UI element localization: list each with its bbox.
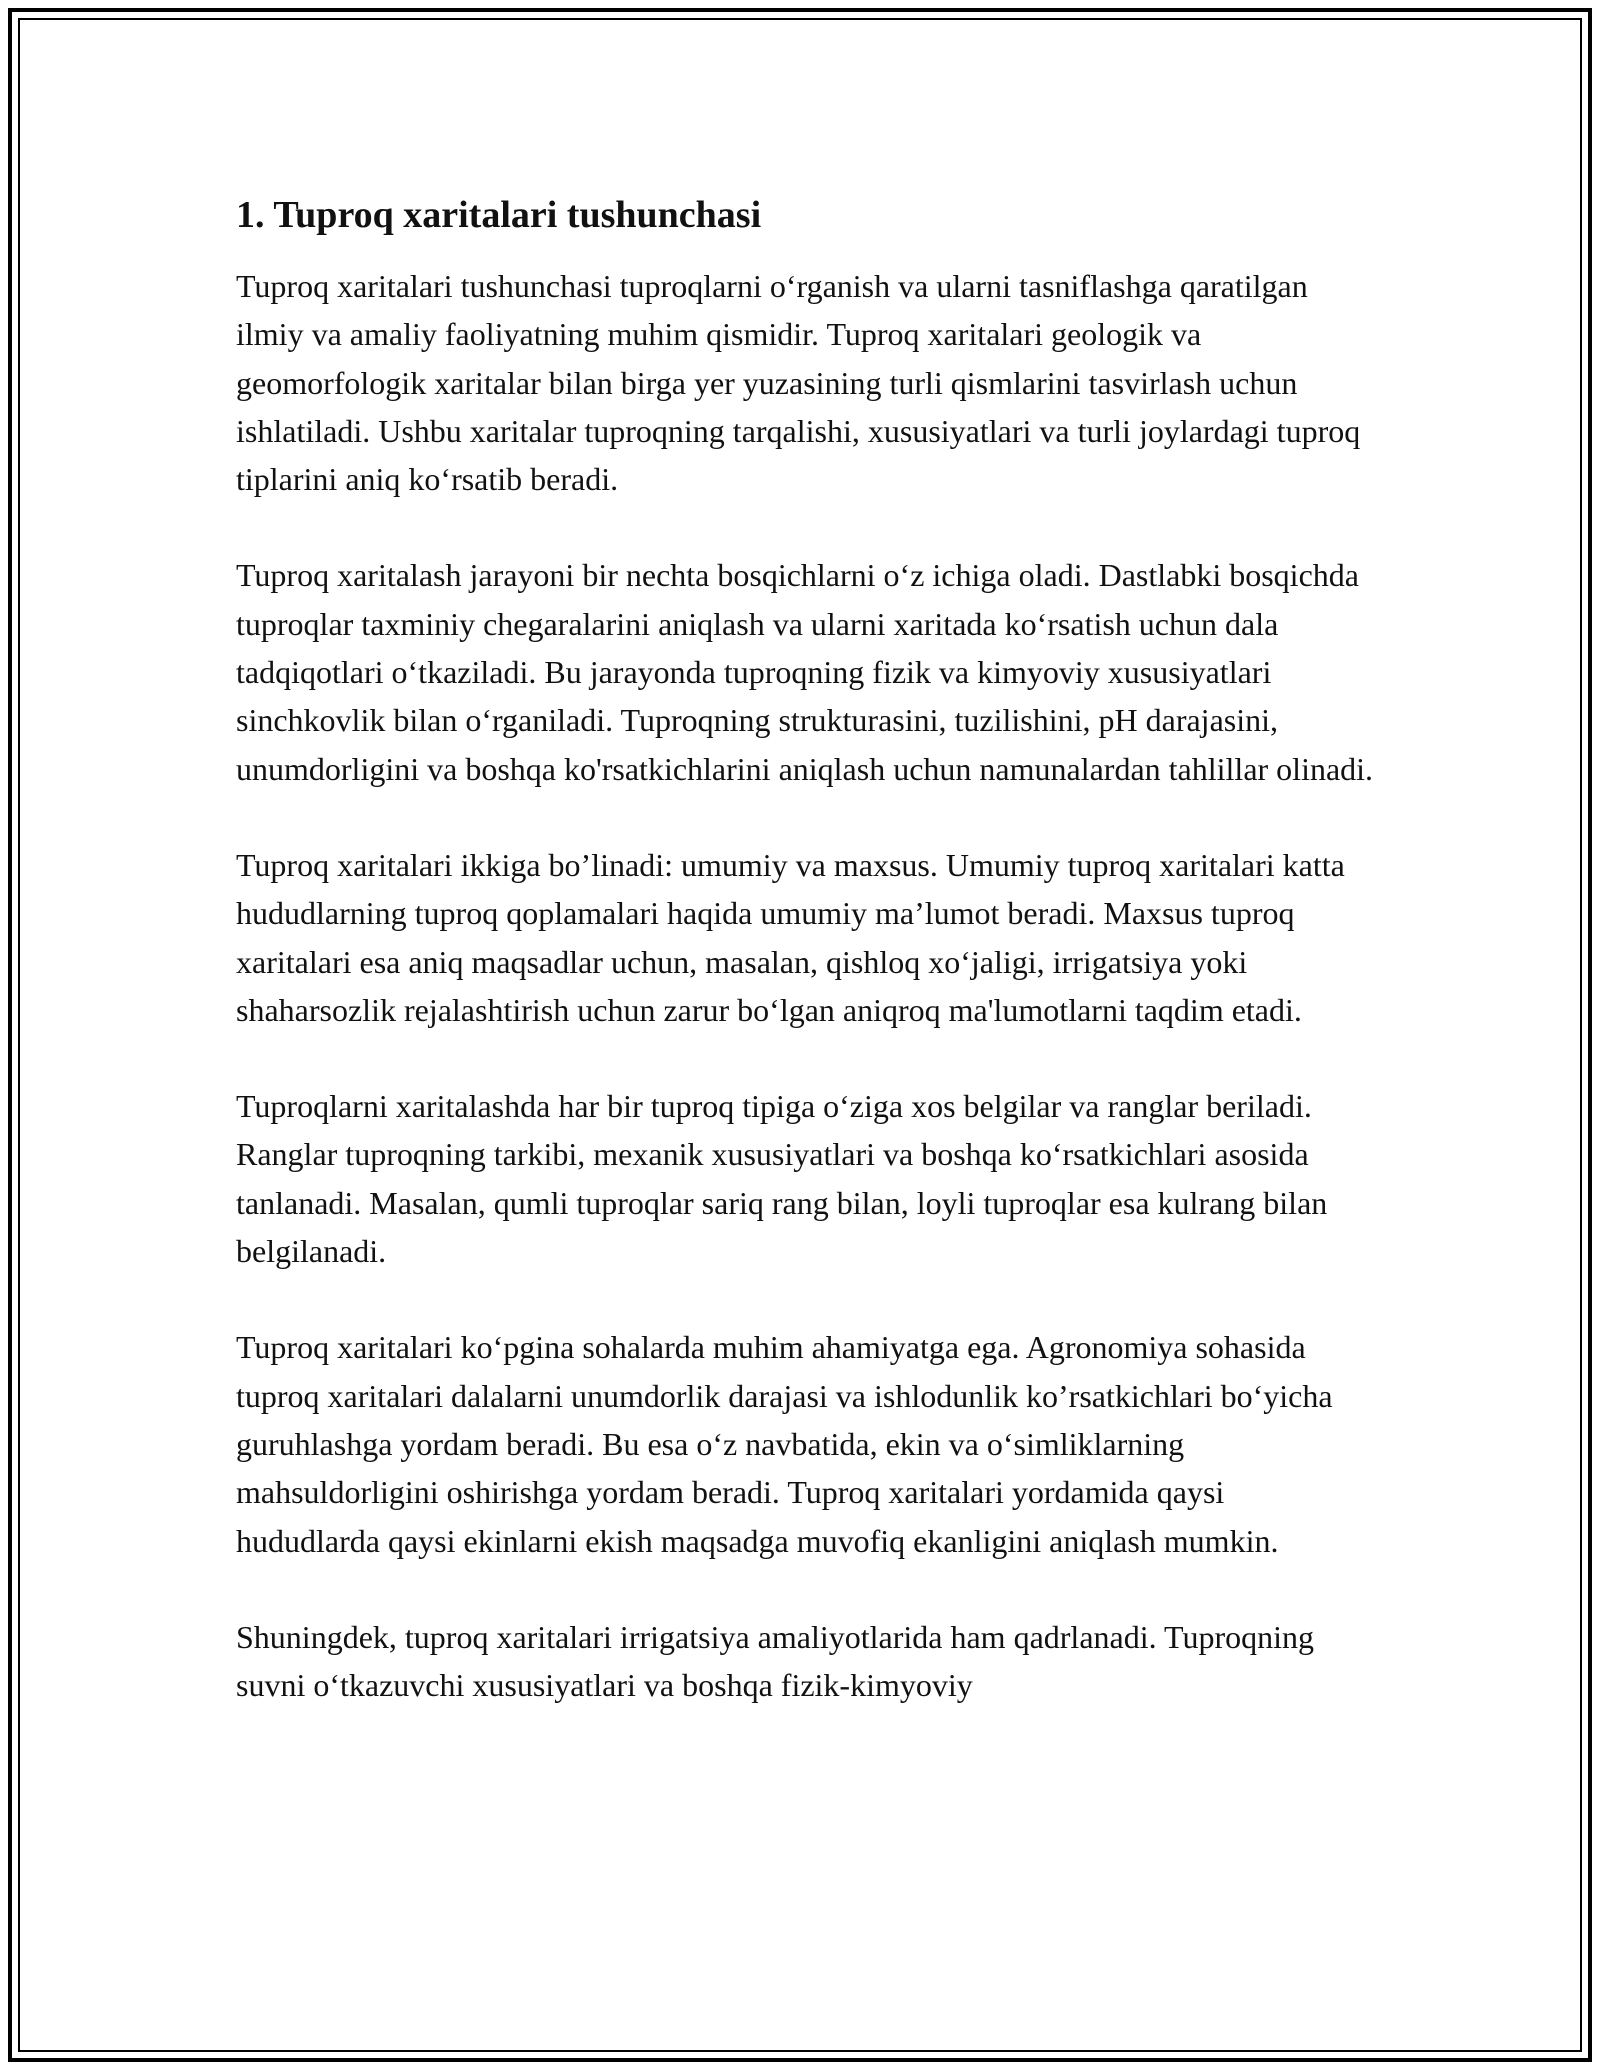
paragraph-1: Tuproq xaritalari tushunchasi tuproqlarni o‘rganish va ularni tasniflashga qaratilgan ilmiy va amaliy faoliyatning muhim qismidir. Tuproq xaritalari geologik va geomorfologik xaritalar bilan birga yer yuzasining turli qismlarini tasvirlash uchun ishlatiladi. Ushbu xaritalar tuproqning tarqalishi, xususiyatlari va turli joylardagi tuproq tiplarini aniq ko‘rsatib beradi. <box>236 268 1361 498</box>
section-heading: 1. Tuproq xaritalari tushunchasi <box>236 194 762 236</box>
paragraph-5: Tuproq xaritalari ko‘pgina sohalarda muhim ahamiyatga ega. Agronomiya sohasida tuproq xaritalari dalalarni unumdorlik darajasi va ishlodunlik ko’rsatkichlari bo‘yicha guruhlashga yordam beradi. Bu esa o‘z navbatida, ekin va o‘simliklarning mahsuldorligini oshirishga yordam beradi. Tuproq xaritalari yordamida qaysi hududlarda qaysi ekinlarni ekish maqsadga muvofiq ekanligini aniqlash mumkin. <box>236 1329 1333 1559</box>
document-body <box>236 190 1376 1757</box>
paragraph-4: Tuproqlarni xaritalashda har bir tuproq tipiga o‘ziga xos belgilar va ranglar beriladi. Ranglar tuproqning tarkibi, mexanik xususiyatlari va boshqa ko‘rsatkichlari asosida tanlanadi. Masalan, qumli tuproqlar sariq rang bilan, loyli tuproqlar esa kulrang bilan belgilanadi. <box>236 1088 1328 1270</box>
paragraph-6: Shuningdek, tuproq xaritalari irrigatsiya amaliyotlarida ham qadrlanadi. Tuproqning suvni o‘tkazuvchi xususiyatlari va boshqa fizik-kimyoviy <box>236 1618 1314 1704</box>
paragraph-3: Tuproq xaritalari ikkiga bo’linadi: umumiy va maxsus. Umumiy tuproq xaritalari katta hududlarning tuproq qoplamalari haqida umumiy ma’lumot beradi. Maxsus tuproq xaritalari esa aniq maqsadlar uchun, masalan, qishloq xo‘jaligi, irrigatsiya yoki shaharsozlik rejalashtirish uchun zarur bo‘lgan aniqroq ma'lumotlarni taqdim etadi. <box>236 846 1345 1028</box>
paragraph-2: Tuproq xaritalash jarayoni bir nechta bosqichlarni o‘z ichiga oladi. Dastlabki bosqichda tuproqlar taxminiy chegaralarini aniqlash va ularni xaritada ko‘rsatish uchun dala tadqiqotlari o‘tkaziladi. Bu jarayonda tuproqning fizik va kimyoviy xususiyatlari sinchkovlik bilan o‘rganiladi. Tuproqning strukturasini, tuzilishini, pH darajasini, unumdorligini va boshqa ko'rsatkichlarini aniqlash uchun namunalardan tahlillar olinadi. <box>236 557 1374 787</box>
